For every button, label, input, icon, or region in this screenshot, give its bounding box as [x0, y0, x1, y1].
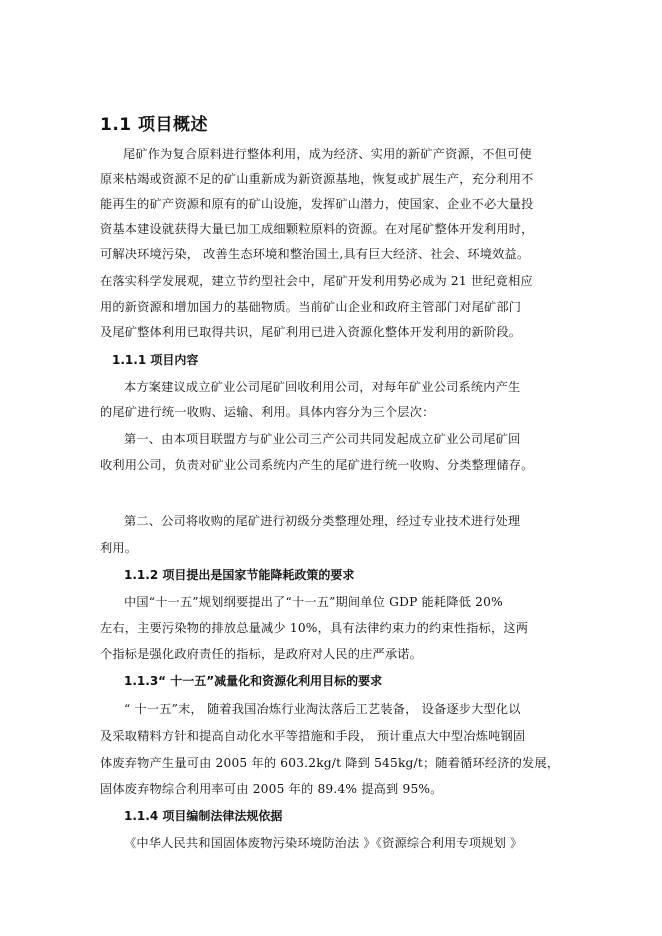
section-heading-1-1-2: 1.1.2 项目提出是国家节能降耗政策的要求 [124, 568, 355, 582]
paragraph-line: 在落实科学发展观，建立节约型社会中，尾矿开发利用势必成为 21 世纪竟相应 [100, 274, 533, 288]
paragraph-line: 左右，主要污染物的排放总量减少 10%，具有法律约束力的约束性指标，这两 [100, 621, 529, 635]
paragraph-line: 及尾矿整体利用已取得共识，尾矿利用已进入资源化整体开发利用的新阶段。 [100, 325, 522, 339]
paragraph-line: 个指标是强化政府责任的指标，是政府对人民的庄严承诺。 [100, 647, 423, 661]
paragraph-line: 体废弃物产生量可由 2005 年的 603.2kg/t 降到 545kg/t；随着循环经济的发展， [100, 756, 560, 770]
paragraph-line: “ 十一五”末， 随着我国冶炼行业淘汰落后工艺装备， 设备逐步大型化以 [124, 702, 521, 716]
paragraph-line: 的尾矿进行统一收购、运输、利用。具体内容分为三个层次： [100, 405, 435, 419]
paragraph-line: 及采取精料方针和提高自动化水平等措施和手段， 预计重点大中型冶炼吨钢固 [100, 729, 526, 743]
paragraph-line: 本方案建议成立矿业公司尾矿回收利用公司，对每年矿业公司系统内产生 [124, 380, 521, 394]
paragraph-line: 原来枯竭或资源不足的矿山重新成为新资源基地，恢复或扩展生产，充分利用不 [100, 172, 534, 186]
section-heading-1-1-4: 1.1.4 项目编制法律法规依据 [124, 809, 283, 823]
paragraph-line: 收利用公司，负责对矿业公司系统内产生的尾矿进行统一收购、分类整理储存。 [100, 458, 534, 472]
paragraph-line: 中国“十一五”规划纲要提出了“十一五”期间单位 GDP 能耗降低 20% [124, 595, 503, 609]
paragraph-line: 第二、公司将收购的尾矿进行初级分类整理处理，经过专业技术进行处理 [124, 514, 521, 528]
paragraph-line: 固体废弃物综合利用率可由 2005 年的 89.4% 提高到 95%。 [100, 782, 443, 796]
paragraph-line: 尾矿作为复合原料进行整体利用，成为经济、实用的新矿产资源，不但可使 [123, 147, 532, 161]
section-heading-1-1-1: 1.1.1 项目内容 [112, 353, 199, 367]
section-heading-1-1-3: 1.1.3“ 十一五”减量化和资源化利用目标的要求 [124, 674, 383, 688]
section-heading-1-1: 1.1 项目概述 [100, 115, 209, 135]
paragraph-line: 第一、由本项目联盟方与矿业公司三产公司共同发起成立矿业公司尾矿回 [124, 432, 521, 446]
paragraph-line: 资基本建设就获得大量已加工成细颗粒原料的资源。在对尾矿整体开发利用时， [100, 222, 534, 236]
paragraph-line: 可解决环境污染， 改善生态环境和整治国土,具有巨大经济、社会、环境效益。 [100, 247, 530, 261]
paragraph-line: 能再生的矿产资源和原有的矿山设施，发挥矿山潜力，使国家、企业不必大量投 [100, 197, 534, 211]
paragraph-line: 《中华人民共和国固体废物污染环境防治法 》《资源综合利用专项规划 》 [124, 836, 523, 850]
paragraph-line: 用的新资源和增加国力的基础物质。当前矿山企业和政府主管部门对尾矿部门 [100, 300, 522, 314]
paragraph-line: 利用。 [100, 541, 138, 555]
